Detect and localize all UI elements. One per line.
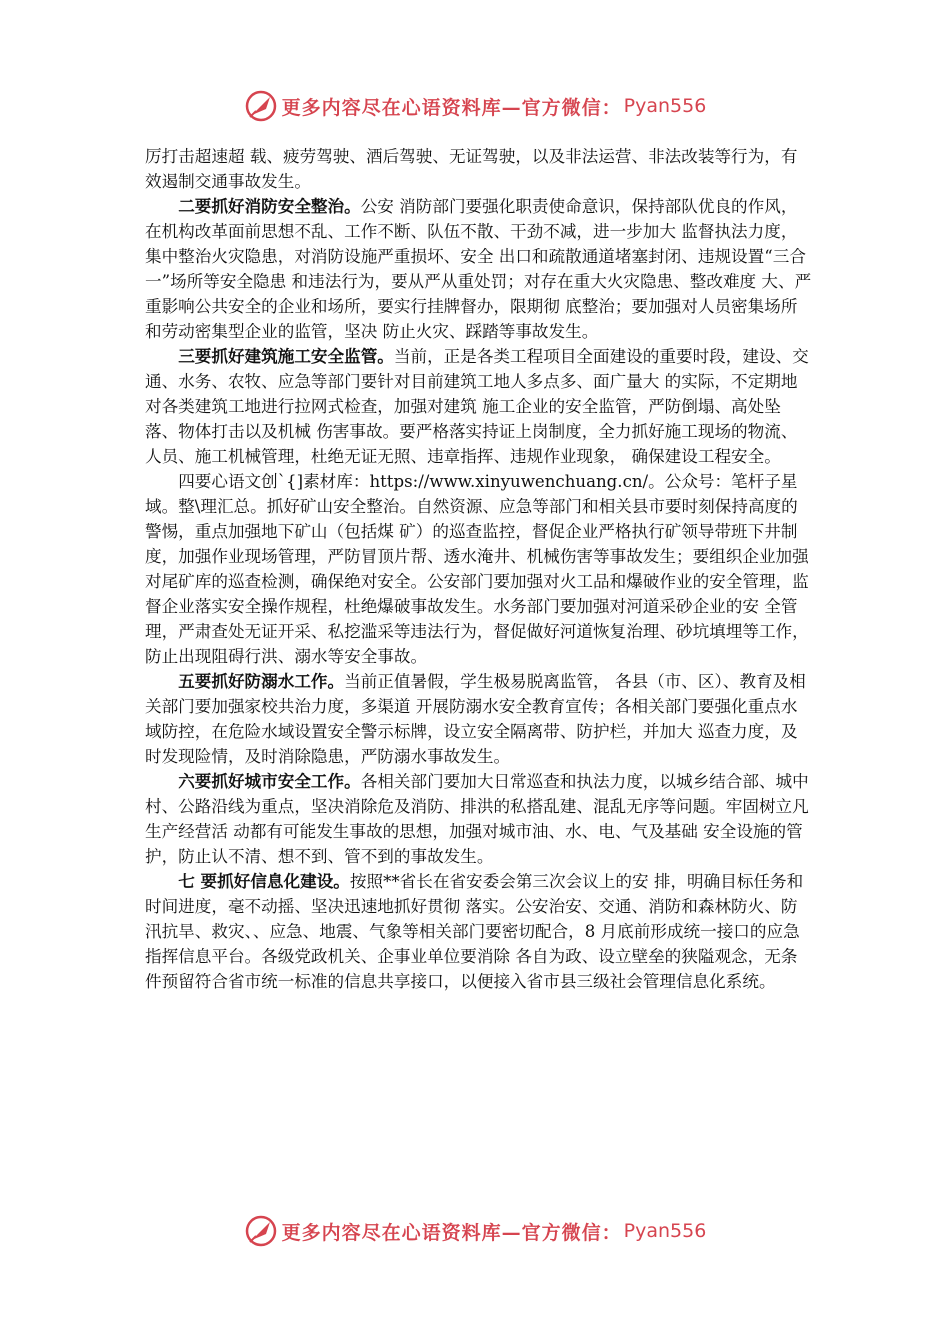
document-body: [145, 144, 813, 994]
paragraph-5: 五要抓好防溺水工作。当前正值暑假，学生极易脱离监管， 各县（市、区）、教育及相关部门要加强家校共治力度，多渠道 开展防溺水安全教育宣传；各相关部门要强化重点水域防控，在危险水域设置安全警示标牌，设立安全隔离带、防护栏，并加大 巡查力度，及时发现险情，及时消除隐患，严防溺水事故发生。: [145, 671, 806, 766]
footer-banner-id: Pyan556: [623, 1220, 707, 1242]
header-banner-id: Pyan556: [623, 95, 707, 117]
section-heading-city: 六要抓好城市安全工作。: [178, 771, 361, 791]
quill-logo-icon: [244, 89, 278, 123]
footer-banner: [0, 1211, 950, 1251]
paragraph-2: 二要抓好消防安全整治。公安 消防部门要强化职责使命意识，保持部队优良的作风，在机构改革面前思想不乱、工作不断、队伍不散、干劲不减，进一步加大 监督执法力度，集中整治火灾隐患，对消防设施严重损坏、安全 出口和疏散通道堵塞封闭、违规设置“三合一”场所等安全隐患 和违法行为，要从严从重处罚；对存在重大火灾隐患、整改难度 大、严重影响公共安全的企业和场所，要实行挂牌督办，限期彻 底整治；要加强对人员密集场所和劳动密集型企业的监管，坚决 防止火灾、踩踏等事故发生。: [145, 196, 812, 341]
paragraph-6: 六要抓好城市安全工作。各相关部门要加大日常巡查和执法力度，以城乡结合部、城中村、公路沿线为重点，坚决消除危及消防、排洪的私搭乱建、混乱无序等问题。牢固树立凡生产经营活 动都有可能发生事故的思想，加强对城市油、水、电、气及基础 安全设施的管护，防止认不清、想不到、管不到的事故发生。: [145, 771, 809, 866]
quill-logo-icon: [244, 1214, 278, 1248]
paragraph-3: 三要抓好建筑施工安全监管。当前，正是各类工程项目全面建设的重要时段，建设、交通、水务、农牧、应急等部门要针对目前建筑工地人多点多、面广量大 的实际，不定期地对各类建筑工地进行拉网式检查，加强对建筑 施工企业的安全监管，严防倒塌、高处坠落、物体打击以及机械 伤害事故。要严格落实持证上岗制度，全力抓好施工现场的物流、人员、施工机械管理，杜绝无证无照、违章指挥、违规作业现象， 确保建设工程安全。: [145, 346, 809, 466]
section-heading-drowning: 五要抓好防溺水工作。: [178, 671, 345, 691]
section-heading-construction: 三要抓好建筑施工安全监管。: [178, 346, 394, 366]
header-banner-text: 更多内容尽在心语资料库—官方微信：: [281, 96, 622, 119]
paragraph-4: 四要心语文创`{]素材库：https://www.xinyuwenchuang.cn/。公众号：笔杆子星域。整\理汇总。抓好矿山安全整治。自然资源、应急等部门和相关县市要时刻保持高度的警惕，重点加强地下矿山（包括煤 矿）的巡查监控，督促企业严格执行矿领导带班下井制度，加强作业现场管理，严防冒顶片帮、透水淹井、机械伤害等事故发生；要组织企业加强对尾矿库的巡查检测，确保绝对安全。公安部门要加强对火工品和爆破作业的安全管理，监督企业落实安全操作规程，杜绝爆破事故发生。水务部门要加强对河道采砂企业的安 全管理，严肃查处无证开采、私挖滥采等违法行为，督促做好河道恢复治理、砂坑填埋等工作，防止出现阻碍行洪、溺水等安全事故。: [145, 472, 809, 666]
section-heading-info: 七 要抓好信息化建设。: [178, 871, 350, 891]
header-banner: [0, 86, 950, 126]
section-heading-fire: 二要抓好消防安全整治。: [178, 196, 361, 216]
paragraph-7: 七 要抓好信息化建设。按照**省长在省安委会第三次会议上的安 排，明确目标任务和时间进度，毫不动摇、坚决迅速地抓好贯彻 落实。公安治安、交通、消防和森林防火、防汛抗旱、救灾、、应急、地震、气象等相关部门要密切配合，8 月底前形成统一接口的应急指挥信息平台。各级党政机关、企事业单位要消除 各自为政、设立壁垒的狭隘观念，无条件预留符合省市统一标准的信息共享接口，以便接入省市县三级社会管理信息化系统。: [145, 871, 804, 991]
footer-banner-text: 更多内容尽在心语资料库—官方微信：: [281, 1221, 622, 1244]
paragraph-1: 厉打击超速超 载、疲劳驾驶、酒后驾驶、无证驾驶，以及非法运营、非法改装等行为，有效遏制交通事故发生。: [145, 147, 798, 191]
